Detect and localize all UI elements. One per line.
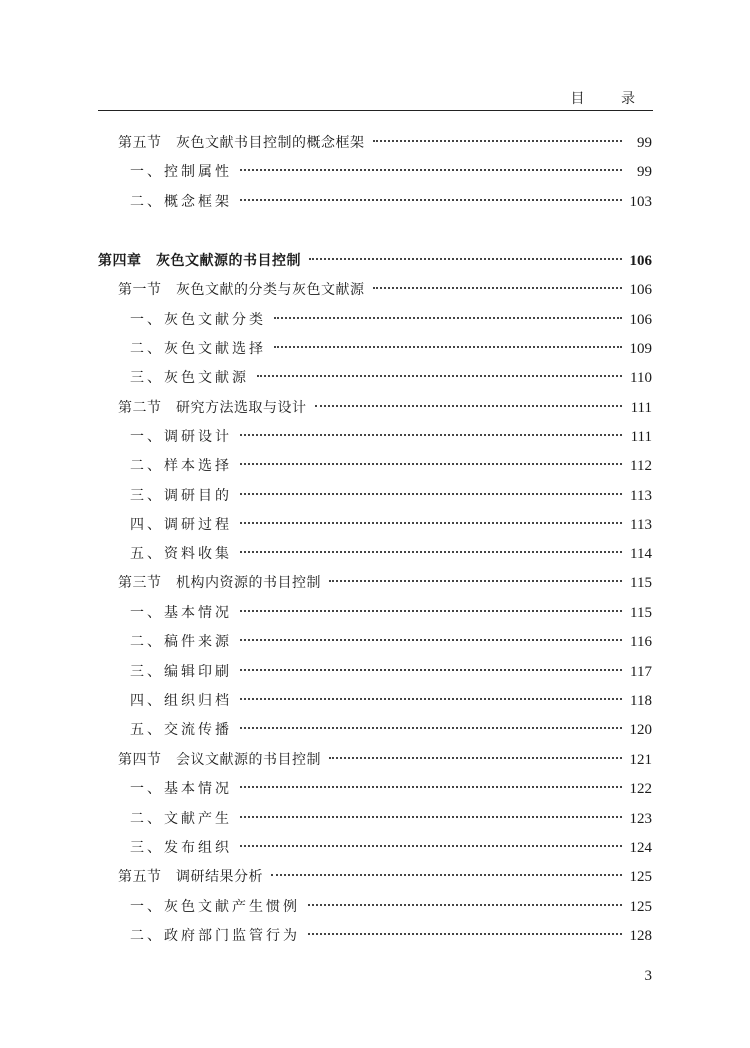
toc-entry-label: 第四节 会议文献源的书目控制 bbox=[118, 752, 321, 768]
toc-entry-section bbox=[118, 280, 652, 300]
toc-entry-item bbox=[130, 779, 652, 799]
toc-entry-item bbox=[130, 368, 652, 388]
toc-entry-page: 117 bbox=[630, 664, 652, 680]
toc-entry-label: 一、基本情况 bbox=[130, 781, 232, 797]
toc-entry-page: 115 bbox=[630, 575, 652, 591]
toc-entry-label: 三、发布组织 bbox=[130, 840, 232, 856]
dot-leader bbox=[315, 405, 623, 407]
toc-entry-section bbox=[118, 398, 652, 418]
dot-leader bbox=[308, 933, 622, 935]
toc-entry-label: 三、编辑印刷 bbox=[130, 664, 232, 680]
toc-entry-label: 一、控制属性 bbox=[130, 164, 232, 180]
toc-entry-page: 106 bbox=[629, 253, 652, 269]
toc-entry-page: 124 bbox=[629, 840, 652, 856]
dot-leader bbox=[240, 551, 622, 553]
toc-entry-item bbox=[130, 897, 652, 917]
toc-entry-label: 第一节 灰色文献的分类与灰色文献源 bbox=[118, 282, 365, 298]
dot-leader bbox=[240, 169, 622, 171]
toc-entry-item bbox=[130, 838, 652, 858]
toc-entry-item bbox=[130, 662, 652, 682]
toc-entry-page: 128 bbox=[629, 928, 652, 944]
toc-entry-label: 第五节 灰色文献书目控制的概念框架 bbox=[118, 135, 365, 151]
toc-entry-item bbox=[130, 456, 652, 476]
toc-entry-section bbox=[118, 750, 652, 770]
toc-entry-label: 二、文献产生 bbox=[130, 811, 232, 827]
toc-entry-item bbox=[130, 486, 652, 506]
dot-leader bbox=[240, 845, 622, 847]
toc-entry-item bbox=[130, 632, 652, 652]
dot-leader bbox=[240, 610, 622, 612]
dot-leader bbox=[308, 904, 622, 906]
dot-leader bbox=[240, 698, 622, 700]
toc-entry-label: 一、灰色文献产生惯例 bbox=[130, 899, 300, 915]
toc-entry-page: 99 bbox=[637, 164, 652, 180]
toc-entry-label: 二、政府部门监管行为 bbox=[130, 928, 300, 944]
toc-entry-page: 114 bbox=[630, 546, 652, 562]
toc-entry-item bbox=[130, 720, 652, 740]
dot-leader bbox=[240, 434, 622, 436]
toc-entry-page: 103 bbox=[629, 194, 652, 210]
running-header bbox=[98, 86, 653, 111]
toc-entry-page: 125 bbox=[629, 899, 652, 915]
dot-leader bbox=[240, 493, 622, 495]
toc-entry-label: 二、概念框架 bbox=[130, 194, 232, 210]
dot-leader bbox=[240, 639, 622, 641]
toc-entry-label: 三、灰色文献源 bbox=[130, 370, 249, 386]
toc-entry-item bbox=[130, 809, 652, 829]
dot-leader bbox=[329, 580, 622, 582]
toc-entry-page: 115 bbox=[630, 605, 652, 621]
dot-leader bbox=[240, 816, 622, 818]
toc-entry-page: 111 bbox=[630, 400, 652, 416]
toc-entry-page: 109 bbox=[629, 341, 652, 357]
toc-entry-item bbox=[130, 515, 652, 535]
page-number: 3 bbox=[644, 968, 652, 984]
dot-leader bbox=[271, 874, 622, 876]
toc-entry-page: 99 bbox=[637, 135, 652, 151]
toc-entry-label: 四、调研过程 bbox=[130, 517, 232, 533]
toc-entry-label: 三、调研目的 bbox=[130, 488, 232, 504]
toc-entry-item bbox=[130, 544, 652, 564]
toc-entry-page: 106 bbox=[629, 312, 652, 328]
toc-entry-label: 二、灰色文献选择 bbox=[130, 341, 266, 357]
toc-entry-item bbox=[130, 603, 652, 623]
dot-leader bbox=[240, 669, 622, 671]
dot-leader bbox=[329, 757, 622, 759]
toc-entry-item bbox=[130, 162, 652, 182]
toc-entry-label: 一、基本情况 bbox=[130, 605, 232, 621]
toc-entry-page: 118 bbox=[630, 693, 652, 709]
toc-entry-section bbox=[118, 573, 652, 593]
toc-entry-page: 112 bbox=[630, 458, 652, 474]
dot-leader bbox=[240, 463, 622, 465]
dot-leader bbox=[257, 375, 622, 377]
toc-entry-section bbox=[118, 867, 652, 887]
toc-entry-item bbox=[130, 310, 652, 330]
toc-entry-item bbox=[130, 926, 652, 946]
toc-entry-label: 一、灰色文献分类 bbox=[130, 312, 266, 328]
toc-entry-label: 第三节 机构内资源的书目控制 bbox=[118, 575, 321, 591]
toc-entry-chapter bbox=[98, 251, 652, 271]
toc-entry-label: 一、调研设计 bbox=[130, 429, 232, 445]
toc-entry-item bbox=[130, 691, 652, 711]
toc-entry-page: 116 bbox=[630, 634, 652, 650]
toc-entry-page: 113 bbox=[630, 488, 652, 504]
dot-leader bbox=[274, 317, 622, 319]
toc-entry-label: 五、资料收集 bbox=[130, 546, 232, 562]
dot-leader bbox=[373, 287, 622, 289]
dot-leader bbox=[309, 258, 622, 260]
dot-leader bbox=[373, 140, 623, 142]
dot-leader bbox=[274, 346, 622, 348]
toc-entry-page: 106 bbox=[629, 282, 652, 298]
toc-entry-label: 第四章 灰色文献源的书目控制 bbox=[98, 253, 301, 269]
toc-entry-label: 第二节 研究方法选取与设计 bbox=[118, 400, 307, 416]
toc-entry-page: 113 bbox=[630, 517, 652, 533]
dot-leader bbox=[240, 786, 622, 788]
toc-entry-page: 110 bbox=[630, 370, 652, 386]
toc-entry-label: 五、交流传播 bbox=[130, 722, 232, 738]
toc-entry-page: 121 bbox=[629, 752, 652, 768]
header-title: 目 录 bbox=[570, 91, 651, 107]
toc-entry-label: 二、稿件来源 bbox=[130, 634, 232, 650]
toc-entry-item bbox=[130, 192, 652, 212]
toc-entry-page: 120 bbox=[629, 722, 652, 738]
dot-leader bbox=[240, 727, 622, 729]
toc-entry-item bbox=[130, 427, 652, 447]
toc-entry-section bbox=[118, 133, 652, 153]
toc-entry-item bbox=[130, 339, 652, 359]
toc-entry-page: 125 bbox=[629, 869, 652, 885]
toc-entry-label: 四、组织归档 bbox=[130, 693, 232, 709]
toc-entry-page: 111 bbox=[630, 429, 652, 445]
dot-leader bbox=[240, 199, 622, 201]
toc-entry-label: 二、样本选择 bbox=[130, 458, 232, 474]
toc-entry-label: 第五节 调研结果分析 bbox=[118, 869, 263, 885]
toc-entry-page: 123 bbox=[629, 811, 652, 827]
dot-leader bbox=[240, 522, 622, 524]
toc-entry-page: 122 bbox=[629, 781, 652, 797]
